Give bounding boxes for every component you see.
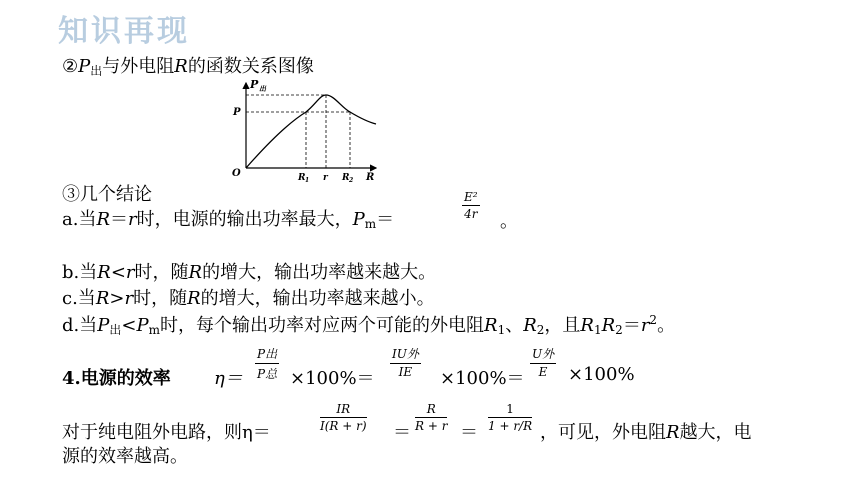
conclusion-d: d.当$P_出<P_m$时，每个输出功率对应两个可能的外电阻$R_1$、$R_2$，且$R_1R_2=r^2$。 [62,313,676,337]
graph-xlabel: R [366,172,375,183]
conclusion-a: a.当R＝r时，电源的输出功率最大，$P_m=$ [62,209,395,231]
section-4-heading: 4.电源的效率 [62,368,171,389]
fraction-iu-ratio: IU外 IE [392,347,419,379]
graph-xtick-r1: R [298,173,306,183]
graph-origin: O [232,168,241,179]
graph-ylabel: P [250,78,259,91]
conclusion-c: c.当R>r时，随R的增大，输出功率越来越小。 [62,288,435,309]
section-3-heading: ③几个结论 [62,184,152,205]
eta-symbol: η＝ [214,368,243,389]
fraction-r: $\frac{R}{R + r}$ [415,402,448,433]
pure-resistor-text: 对于纯电阻外电路，则η＝ [62,422,271,443]
section-2-heading: $②P_出$与外电阻R的函数关系图像 [62,56,314,78]
graph-ylabel-sub: 出 [259,84,266,93]
svg-text:1: 1 [305,177,310,184]
graph-xtick-r: r [323,173,328,183]
fraction-pmax: $\frac{\text{E²}}{4r}$ [464,190,478,221]
graph-xtick-r2: R [342,173,350,183]
power-resistance-graph [228,78,388,188]
fraction-ir: $\frac{IR}{I(R + r)}$ [320,402,367,433]
svg-text:2: 2 [349,177,354,184]
conclusion-b: b.当R<r时，随R的增大，输出功率越来越大。 [62,262,437,283]
fraction-p-ratio: P出 P总 [257,347,278,381]
power-curve [246,95,376,168]
graph-ytick: P [233,107,241,118]
fraction-u-ratio: U外 E [532,347,555,379]
fraction-one: $\frac{1}{1 + r/R}$ [488,402,533,433]
page-title: 知识再现 [58,14,190,49]
